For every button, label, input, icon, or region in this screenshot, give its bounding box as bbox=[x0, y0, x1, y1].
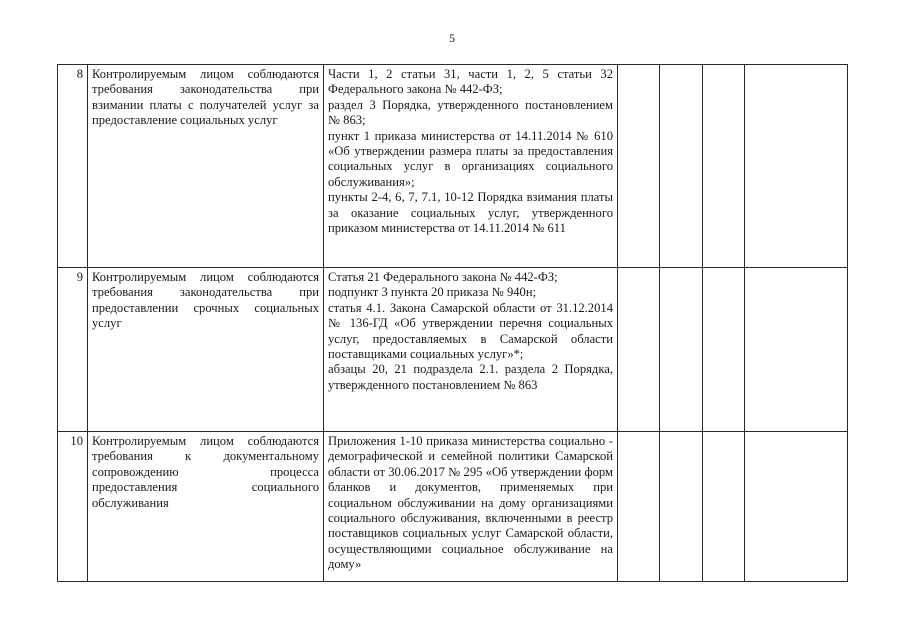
reference-item: Части 1, 2 статьи 31, части 1, 2, 5 статьи 32 Федерального закона № 442-ФЗ; bbox=[328, 67, 613, 97]
reference-item: подпункт 3 пункта 20 приказа № 940н; bbox=[328, 285, 537, 300]
row-number: 8 bbox=[58, 65, 88, 268]
requirement-cell: Контролируемым лицом соблюдаются требования законодательства при предоставлении срочных социальных услуг bbox=[88, 268, 324, 432]
empty-cell bbox=[618, 65, 660, 268]
table-row bbox=[58, 65, 848, 268]
requirement-cell: Контролируемым лицом соблюдаются требования законодательства при взимании платы с получателей услуг за предоставление социальных услуг bbox=[88, 65, 324, 268]
empty-cell bbox=[618, 268, 660, 432]
row-number: 10 bbox=[58, 432, 88, 582]
row-number: 9 bbox=[58, 268, 88, 432]
reference-item: абзацы 20, 21 подраздела 2.1. раздела 2 Порядка, утвержденного постановлением № 863 bbox=[328, 362, 613, 392]
empty-cell bbox=[703, 65, 745, 268]
empty-cell bbox=[618, 432, 660, 582]
page-number: 5 bbox=[449, 31, 455, 45]
reference-item: статья 4.1. Закона Самарской области от 31.12.2014 № 136-ГД «Об утверждении перечня социальных услуг, предоставляемых в Самарской области поставщиками социальных услуг»*; bbox=[328, 300, 613, 362]
empty-cell bbox=[745, 65, 848, 268]
requirements-table bbox=[57, 64, 848, 582]
empty-cell bbox=[703, 268, 745, 432]
empty-cell bbox=[745, 268, 848, 432]
requirement-cell: Контролируемым лицом соблюдаются требования к документальному сопровождению процесса предоставления социального обслуживания bbox=[88, 432, 324, 582]
empty-cell bbox=[660, 432, 703, 582]
empty-cell bbox=[660, 65, 703, 268]
references-cell bbox=[324, 65, 618, 268]
empty-cell bbox=[660, 268, 703, 432]
reference-item: пункты 2-4, 6, 7, 7.1, 10-12 Порядка взимания платы за оказание социальных услуг, утвержденного приказом министерства от 14.11.2014 № 611 bbox=[328, 190, 613, 236]
reference-item: раздел 3 Порядка, утвержденного постановлением № 863; bbox=[328, 97, 613, 128]
reference-item: Статья 21 Федерального закона № 442-ФЗ; bbox=[328, 270, 558, 284]
empty-cell bbox=[703, 432, 745, 582]
table-row bbox=[58, 268, 848, 432]
table-row bbox=[58, 432, 848, 582]
reference-item: Приложения 1-10 приказа министерства социально - демографической и семейной политики Самарской области от 30.06.2017 № 295 «Об утверждении форм бланков и документов, применяемых при социальном обслуживании на дому организациями социального обслуживания, включенными в реестр поставщиков социальных услуг Самарской области, осуществляющими социальное обслуживание на дому» bbox=[328, 434, 613, 572]
reference-item: пункт 1 приказа министерства от 14.11.2014 № 610 «Об утверждении размера платы за предоставления социальных услуг в организациях социального обслуживания»; bbox=[328, 128, 613, 189]
references-cell bbox=[324, 432, 618, 582]
references-cell bbox=[324, 268, 618, 432]
empty-cell bbox=[745, 432, 848, 582]
